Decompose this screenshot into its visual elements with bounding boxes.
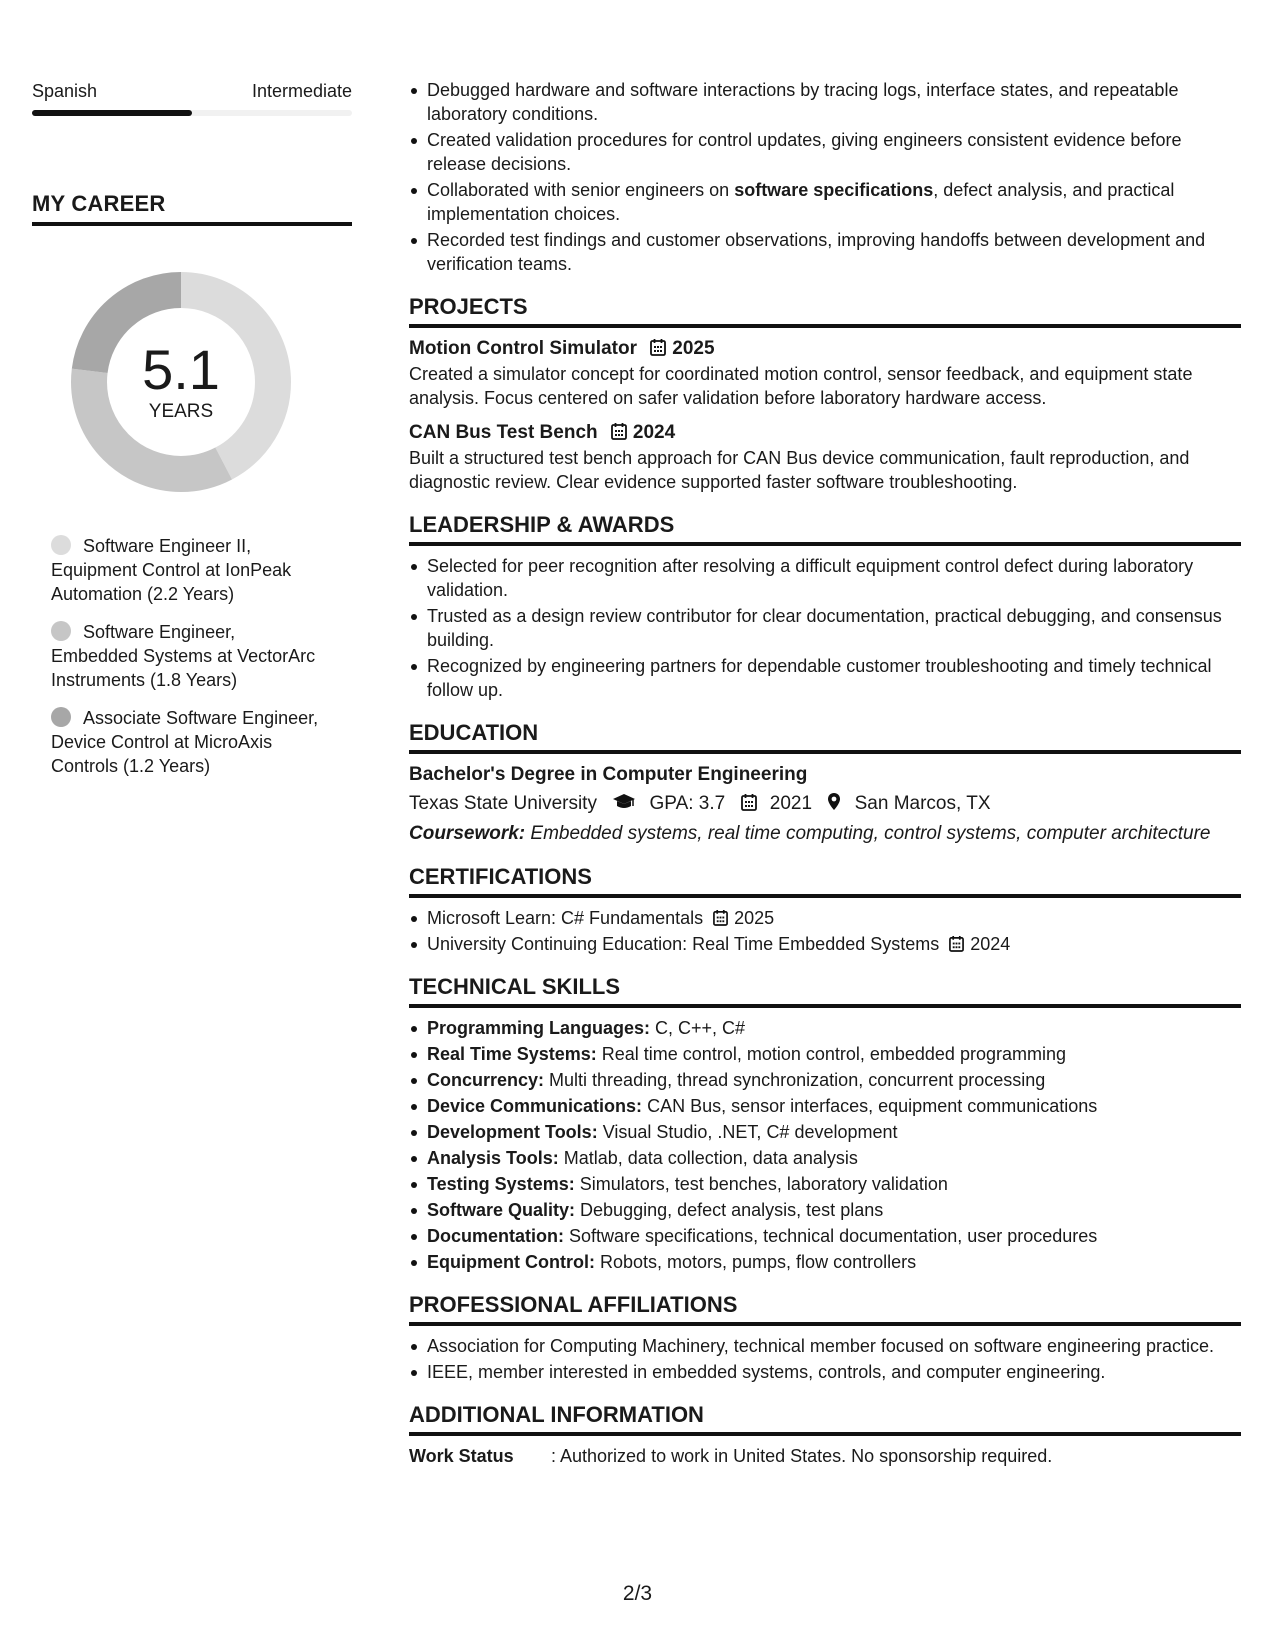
skill-category: Documentation: (427, 1226, 564, 1246)
education-details (409, 790, 1241, 818)
career-heading: MY CAREER (32, 191, 352, 226)
bullet-bold-text: software specifications (734, 180, 934, 200)
certification-year-text: 2024 (970, 934, 1011, 954)
leadership-item: Trusted as a design review contributor for clear documentation, practical debugging, and consensus building. (409, 604, 1241, 652)
legend-item (51, 620, 321, 692)
experience-bullet (409, 178, 1241, 226)
certifications-heading: CERTIFICATIONS (409, 864, 1241, 898)
legend-label: Software Engineer, Embedded Systems at VectorArc Instruments (1.8 Years) (51, 622, 316, 690)
skill-item (409, 1094, 1241, 1118)
certification-year (713, 908, 774, 928)
skill-item (409, 1198, 1241, 1222)
skill-category: Real Time Systems: (427, 1044, 597, 1064)
experience-bullet: Debugged hardware and software interactions by tracing logs, interface states, and repeatable laboratory conditions. (409, 78, 1241, 126)
skills-list (409, 1016, 1241, 1274)
gpa: GPA: 3.7 (649, 793, 726, 814)
skill-values: C, C++, C# (650, 1018, 746, 1038)
coursework-label: Coursework: (409, 823, 526, 844)
career-donut-center (67, 268, 295, 496)
leadership-item: Recognized by engineering partners for dependable customer troubleshooting and timely technical follow up. (409, 654, 1241, 702)
bullet-text: Collaborated with senior engineers on (427, 180, 735, 200)
skill-item (409, 1016, 1241, 1040)
career-legend (32, 534, 352, 778)
project-description: Built a structured test bench approach for CAN Bus device communication, fault reproduction, and diagnostic review. Clear evidence supported faster software troubleshooting. (409, 448, 1190, 492)
certifications-list (409, 906, 1241, 956)
certification-name: Microsoft Learn: C# Fundamentals (427, 908, 704, 928)
project-year (650, 338, 714, 359)
skill-values: CAN Bus, sensor interfaces, equipment communications (642, 1096, 1098, 1116)
skill-values: Visual Studio, .NET, C# development (597, 1122, 898, 1142)
work-status-value: : Authorized to work in United States. No sponsorship required. (551, 1446, 1053, 1466)
map-pin-icon (827, 792, 841, 811)
calendar-icon (611, 422, 627, 440)
legend-label: Associate Software Engineer, Device Control at MicroAxis Controls (1.2 Years) (51, 708, 319, 776)
certification-year (949, 934, 1010, 954)
coursework-text: Embedded systems, real time computing, control systems, computer architecture (525, 823, 1211, 844)
affiliations-heading: PROFESSIONAL AFFILIATIONS (409, 1292, 1241, 1326)
skill-item (409, 1042, 1241, 1066)
work-status-label: Work Status (409, 1446, 514, 1466)
coursework (409, 822, 1241, 846)
language-level: Intermediate (251, 81, 352, 101)
skill-category: Programming Languages: (427, 1018, 651, 1038)
legend-item (51, 534, 321, 606)
skill-values: Multi threading, thread synchronization, concurrent processing (544, 1070, 1046, 1090)
skill-values: Software specifications, technical documentation, user procedures (564, 1226, 1098, 1246)
sidebar (32, 78, 352, 792)
calendar-icon (650, 338, 666, 356)
graduation-cap-icon (612, 793, 636, 811)
legend-dot (51, 621, 71, 641)
experience-bullet: Recorded test findings and customer observations, improving handoffs between development and verification teams. (409, 228, 1241, 276)
project-item (409, 336, 1241, 410)
certification-item (409, 932, 1241, 956)
skill-category: Software Quality: (427, 1200, 576, 1220)
projects-heading: PROJECTS (409, 294, 1241, 328)
legend-dot (51, 707, 71, 727)
affiliations-list (409, 1334, 1241, 1384)
graduation-year: 2021 (769, 793, 813, 814)
skill-category: Concurrency: (427, 1070, 545, 1090)
school: Texas State University (409, 793, 597, 814)
legend-dot (51, 535, 71, 555)
legend-item (51, 706, 321, 778)
project-year-text: 2024 (632, 422, 676, 443)
project-description: Created a simulator concept for coordinated motion control, sensor feedback, and equipment state analysis. Focus centered on safer validation before laboratory hardware access. (409, 364, 1193, 408)
experience-bullet: Created validation procedures for control updates, giving engineers consistent evidence before release decisions. (409, 128, 1241, 176)
skill-category: Analysis Tools: (427, 1148, 559, 1168)
project-title: CAN Bus Test Bench (409, 422, 598, 443)
page-number: 2/3 (622, 1582, 653, 1605)
skill-item (409, 1120, 1241, 1144)
bullet-text: , defect analysis, and practical implementation choices. (427, 180, 1175, 224)
additional-heading: ADDITIONAL INFORMATION (409, 1402, 1241, 1436)
skill-category: Development Tools: (427, 1122, 598, 1142)
project-title-row (409, 336, 1241, 362)
experience-bullets (409, 78, 1241, 276)
project-year (611, 422, 675, 443)
affiliation-item: IEEE, member interested in embedded systems, controls, and computer engineering. (409, 1360, 1241, 1384)
skill-item (409, 1250, 1241, 1274)
skill-item (409, 1068, 1241, 1092)
skill-values: Debugging, defect analysis, test plans (575, 1200, 884, 1220)
career-donut (67, 268, 295, 496)
project-year-text: 2025 (672, 338, 715, 359)
career-unit: YEARS (148, 401, 214, 422)
affiliation-item: Association for Computing Machinery, technical member focused on software engineering practice. (409, 1334, 1241, 1358)
language-row (32, 78, 352, 104)
skill-values: Simulators, test benches, laboratory validation (574, 1174, 948, 1194)
career-total: 5.1 (142, 338, 220, 401)
skill-category: Testing Systems: (427, 1174, 575, 1194)
skill-item (409, 1146, 1241, 1170)
skill-values: Real time control, motion control, embedded programming (596, 1044, 1066, 1064)
skill-category: Device Communications: (427, 1096, 643, 1116)
project-item (409, 420, 1241, 494)
calendar-icon (741, 793, 757, 811)
main-content (409, 78, 1241, 1468)
project-title-row (409, 420, 1241, 446)
language-bar (32, 110, 352, 116)
leadership-heading: LEADERSHIP & AWARDS (409, 512, 1241, 546)
skill-item (409, 1224, 1241, 1248)
project-title: Motion Control Simulator (409, 338, 637, 359)
certification-name: University Continuing Education: Real Time Embedded Systems (427, 934, 940, 954)
skill-item (409, 1172, 1241, 1196)
skill-category: Equipment Control: (427, 1252, 595, 1272)
education-heading: EDUCATION (409, 720, 1241, 754)
language-name: Spanish (32, 81, 98, 101)
leadership-list (409, 554, 1241, 702)
work-status-row (409, 1444, 1241, 1468)
degree: Bachelor's Degree in Computer Engineering (409, 764, 808, 785)
skill-values: Robots, motors, pumps, flow controllers (594, 1252, 917, 1272)
leadership-item: Selected for peer recognition after resolving a difficult equipment control defect during laboratory validation. (409, 554, 1241, 602)
location: San Marcos, TX (854, 793, 991, 814)
calendar-icon (713, 909, 728, 926)
skills-heading: TECHNICAL SKILLS (409, 974, 1241, 1008)
certification-item (409, 906, 1241, 930)
calendar-icon (949, 935, 964, 952)
language-bar-fill (32, 110, 192, 116)
certification-year-text: 2025 (734, 908, 775, 928)
legend-label: Software Engineer II, Equipment Control at IonPeak Automation (2.2 Years) (51, 536, 292, 604)
skill-values: Matlab, data collection, data analysis (558, 1148, 858, 1168)
